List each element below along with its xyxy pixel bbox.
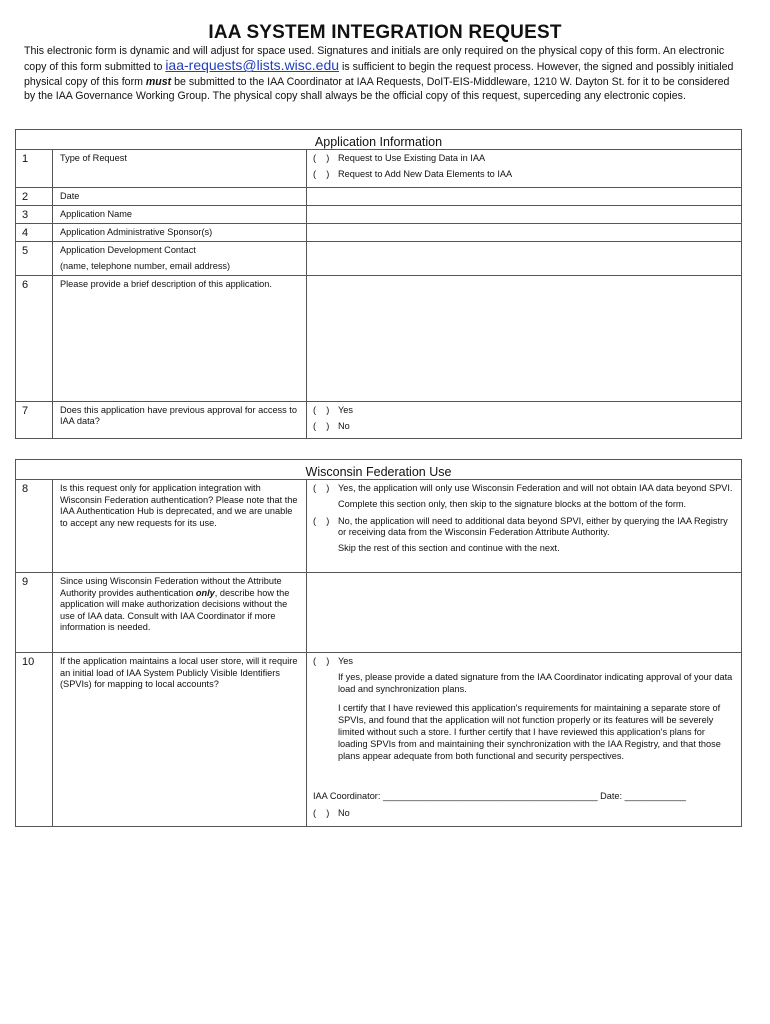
description-field[interactable] (307, 275, 742, 401)
development-contact-field[interactable] (307, 241, 742, 275)
option-yes-federation-only[interactable] (313, 483, 735, 495)
row9-label-only: only (195, 587, 215, 598)
checkbox-paren: ( ) (313, 483, 330, 493)
table-row (16, 223, 742, 241)
row-number: 4 (16, 223, 53, 241)
row-label: Type of Request (53, 150, 307, 188)
row-label: If the application maintains a local user store, will it require an initial load of IAA System Publicly Visible Identifiers (SPVIs) for mapping to local accounts? (53, 653, 307, 827)
option-label: No, the application will need to additional data beyond SPVI, either by querying the IAA Registry or receiving data from the Wisconsin Federation Attribute Authority. (338, 515, 728, 538)
row-number: 2 (16, 187, 53, 205)
row-number: 8 (16, 480, 53, 573)
row-label: Please provide a brief description of this application. (53, 275, 307, 401)
intro-text-2: is sufficient to begin the request process. However, the signed and possibly initialed physical copy of this form (24, 61, 734, 88)
option-label: No (338, 808, 350, 819)
option-label: Request to Add New Data Elements to IAA (338, 168, 513, 179)
type-of-request-field[interactable] (307, 150, 742, 188)
option-existing-data[interactable] (313, 153, 735, 165)
checkbox-paren: ( ) (313, 808, 330, 819)
table-row (16, 150, 742, 188)
option-note: Skip the rest of this section and continue with the next. (338, 543, 560, 554)
checkbox-paren: ( ) (313, 515, 330, 526)
row-number: 6 (16, 275, 53, 401)
option-yes[interactable] (313, 656, 735, 668)
row9-label-2: , describe how the application will make authorization decisions without the use of IAA data. Consult with IAA Coordinator if more information is needed. (60, 587, 290, 633)
table-row (16, 205, 742, 223)
intro-must: must (145, 75, 172, 88)
row-number: 10 (16, 653, 53, 827)
row-number: 3 (16, 205, 53, 223)
checkbox-paren: ( ) (313, 404, 330, 415)
row-number: 1 (16, 150, 53, 188)
row-label: Application Administrative Sponsor(s) (53, 223, 307, 241)
section-heading-federation: Wisconsin Federation Use (16, 460, 742, 480)
row-label: Is this request only for application integration with Wisconsin Federation authentication? Please note that the IAA Authentication Hub is deprecated, and we are unable to accept any new requests for its use. (53, 480, 307, 573)
row-label: Application Name (53, 205, 307, 223)
wisconsin-federation-table (15, 459, 742, 827)
section-heading-application: Application Information (16, 130, 742, 150)
sponsor-field[interactable] (307, 223, 742, 241)
authorization-description-field[interactable] (307, 573, 742, 653)
email-link[interactable]: iaa-requests@lists.wisc.edu (165, 57, 340, 74)
certification-text: I certify that I have reviewed this application's requirements for maintaining a separate store of SPVIs, and found that the application will not function properly or its features will be severely limited without such a store. I further certify that I have reviewed this application's plans for loading SPVIs from and maintaining their synchronization with the IAA Registry, and that those plans appear adequate from both functional and security perspectives. (338, 703, 721, 761)
option-label: Yes (338, 656, 353, 666)
checkbox-paren: ( ) (313, 168, 330, 179)
table-row (16, 401, 742, 439)
option-no[interactable] (313, 808, 735, 820)
intro-text-1: This electronic form is dynamic and will adjust for space used. Signatures and initials are only required on the physical copy of this form. An electronic copy of this form submitted to (24, 45, 725, 74)
spvi-load-field[interactable] (307, 653, 742, 827)
checkbox-paren: ( ) (313, 153, 330, 163)
table-row (16, 275, 742, 401)
contact-sublabel: (name, telephone number, email address) (60, 261, 231, 272)
row9-label-1: Since using Wisconsin Federation without the Attribute Authority provides authentication (60, 576, 282, 598)
coordinator-signature-line[interactable]: IAA Coordinator: __________________________________________ Date: ____________ (313, 791, 686, 802)
table-row (16, 187, 742, 205)
table-row (16, 480, 742, 573)
row-number: 7 (16, 401, 53, 439)
federation-only-field[interactable] (307, 480, 742, 573)
form-title: IAA SYSTEM INTEGRATION REQUEST (208, 22, 562, 43)
option-label: Yes, the application will only use Wisconsin Federation and will not obtain IAA data beyond SPVI. (338, 483, 733, 493)
table-row (16, 653, 742, 827)
row-label (53, 241, 307, 275)
option-label: Yes (338, 404, 353, 415)
checkbox-paren: ( ) (313, 656, 330, 666)
option-new-data[interactable] (313, 169, 735, 181)
option-label: Request to Use Existing Data in IAA (338, 153, 486, 163)
application-information-table (15, 129, 742, 439)
option-yes[interactable] (313, 405, 735, 417)
checkbox-paren: ( ) (313, 420, 330, 431)
date-field[interactable] (307, 187, 742, 205)
table-row (16, 573, 742, 653)
previous-approval-field[interactable] (307, 401, 742, 439)
table-row (16, 241, 742, 275)
option-label: No (338, 420, 350, 431)
row-number: 5 (16, 241, 53, 275)
row-label: Does this application have previous approval for access to IAA data? (53, 401, 307, 439)
option-no-federation-only[interactable] (313, 516, 735, 540)
option-note: If yes, please provide a dated signature from the IAA Coordinator indicating approval of your data load and synchronization plans. (338, 671, 733, 694)
row-number: 9 (16, 573, 53, 653)
row-label: Date (53, 187, 307, 205)
application-name-field[interactable] (307, 205, 742, 223)
option-no[interactable] (313, 421, 735, 433)
contact-label: Application Development Contact (60, 244, 196, 255)
intro-paragraph (24, 44, 739, 104)
row-label (53, 573, 307, 653)
intro-text-3: be submitted to the IAA Coordinator at IAA Requests, DoIT-EIS-Middleware, 1210 W. Dayton St. for it to be considered by the IAA Governance Working Group. The physical copy shall always be the official copy of this request, superceding any electronic copies. (24, 75, 730, 103)
option-note: Complete this section only, then skip to the signature blocks at the bottom of the form. (338, 498, 687, 509)
